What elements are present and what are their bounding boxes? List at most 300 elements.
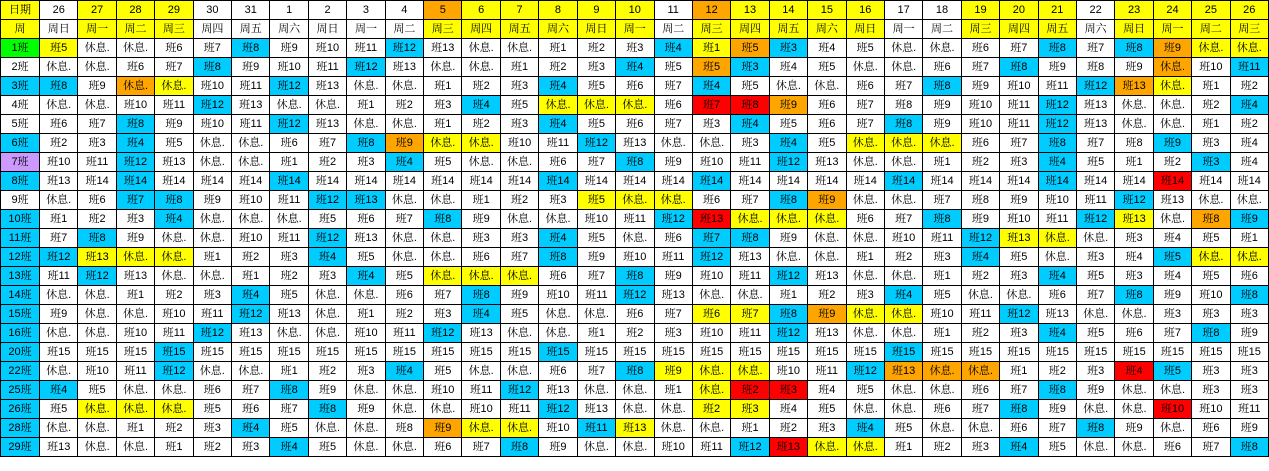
- shift-cell: 休息.: [385, 77, 423, 96]
- shift-cell: 班13: [616, 419, 654, 438]
- shift-cell: 休息.: [385, 248, 423, 267]
- date-header-cell: 6: [462, 1, 500, 20]
- shift-cell: 班10: [692, 153, 730, 172]
- shift-cell: 班1: [1115, 153, 1153, 172]
- shift-cell: 休息.: [78, 286, 116, 305]
- weekday-header-cell: 周一: [347, 20, 385, 39]
- shift-cell: 班6: [808, 96, 846, 115]
- table-row: [1, 400, 1269, 419]
- shift-cell: 休息.: [424, 267, 462, 286]
- weekday-header-cell: 周二: [1192, 20, 1230, 39]
- table-row: [1, 153, 1269, 172]
- date-header-cell: 24: [1153, 1, 1191, 20]
- week-header-label: 周: [1, 20, 40, 39]
- shift-cell: 休息.: [769, 210, 807, 229]
- shift-cell: 休息.: [462, 39, 500, 58]
- shift-cell: 班10: [78, 362, 116, 381]
- shift-cell: 班1: [654, 381, 692, 400]
- shift-cell: 班11: [1076, 191, 1114, 210]
- shift-cell: 班4: [961, 248, 999, 267]
- shift-cell: 休息.: [1115, 400, 1153, 419]
- shift-cell: 休息.: [692, 381, 730, 400]
- shift-cell: 班9: [155, 115, 193, 134]
- table-row: [1, 210, 1269, 229]
- team-label-cell: 7班: [1, 153, 40, 172]
- shift-cell: 班5: [577, 115, 615, 134]
- shift-cell: 班9: [961, 77, 999, 96]
- weekday-header-cell: 周三: [692, 20, 730, 39]
- shift-cell: 休息.: [78, 39, 116, 58]
- shift-cell: 班8: [1076, 58, 1114, 77]
- shift-cell: 班4: [308, 248, 346, 267]
- shift-cell: 班8: [923, 77, 961, 96]
- shift-cell: 班12: [1076, 77, 1114, 96]
- shift-cell: 班15: [40, 343, 78, 362]
- shift-cell: 班8: [923, 210, 961, 229]
- shift-cell: 班3: [1230, 362, 1268, 381]
- shift-cell: 班7: [1038, 419, 1076, 438]
- team-label-cell: 16班: [1, 324, 40, 343]
- shift-cell: 班4: [116, 134, 154, 153]
- shift-cell: 班1: [500, 58, 538, 77]
- shift-cell: 休息.: [270, 96, 308, 115]
- team-label-cell: 5班: [1, 115, 40, 134]
- shift-cell: 班11: [577, 419, 615, 438]
- shift-cell: 班11: [193, 305, 231, 324]
- shift-cell: 休息.: [347, 438, 385, 457]
- shift-cell: 班12: [769, 153, 807, 172]
- weekday-header-cell: 周日: [846, 20, 884, 39]
- shift-cell: 休息.: [1230, 39, 1268, 58]
- shift-cell: 休息.: [1115, 305, 1153, 324]
- shift-cell: 休息.: [923, 362, 961, 381]
- shift-cell: 班9: [462, 210, 500, 229]
- shift-cell: 班5: [500, 96, 538, 115]
- weekday-header-cell: 周四: [193, 20, 231, 39]
- date-header-cell: 1: [270, 1, 308, 20]
- shift-cell: 班5: [1076, 153, 1114, 172]
- shift-cell: 休息.: [155, 229, 193, 248]
- shift-cell: 班5: [270, 286, 308, 305]
- shift-cell: 班7: [654, 115, 692, 134]
- shift-cell: 班15: [500, 343, 538, 362]
- shift-cell: 班6: [923, 58, 961, 77]
- shift-cell: 班5: [654, 58, 692, 77]
- shift-cell: 班13: [1038, 305, 1076, 324]
- shift-cell: 班7: [731, 305, 769, 324]
- shift-cell: 班8: [731, 96, 769, 115]
- shift-cell: 班7: [308, 134, 346, 153]
- shift-cell: 休息.: [1153, 96, 1191, 115]
- shift-cell: 休息.: [116, 39, 154, 58]
- shift-cell: 休息.: [347, 286, 385, 305]
- shift-cell: 班12: [769, 267, 807, 286]
- shift-cell: 班4: [769, 400, 807, 419]
- shift-cell: 班9: [270, 39, 308, 58]
- shift-cell: 休息.: [462, 153, 500, 172]
- shift-cell: 班8: [462, 286, 500, 305]
- shift-cell: 班14: [78, 172, 116, 191]
- shift-cell: 班15: [116, 343, 154, 362]
- shift-cell: 班8: [884, 115, 922, 134]
- shift-cell: 班13: [308, 115, 346, 134]
- date-header-cell: 26: [40, 1, 78, 20]
- table-row: [1, 286, 1269, 305]
- shift-cell: 班8: [385, 419, 423, 438]
- shift-cell: 班7: [846, 96, 884, 115]
- shift-cell: 班12: [1000, 305, 1038, 324]
- table-row: [1, 134, 1269, 153]
- shift-cell: 班5: [1153, 248, 1191, 267]
- shift-cell: 班15: [347, 343, 385, 362]
- shift-cell: 班12: [116, 153, 154, 172]
- shift-cell: 休息.: [1076, 438, 1114, 457]
- shift-cell: 班11: [1230, 400, 1268, 419]
- team-label-cell: 26班: [1, 400, 40, 419]
- shift-cell: 班15: [961, 343, 999, 362]
- shift-cell: 休息.: [193, 153, 231, 172]
- shift-cell: 班1: [731, 419, 769, 438]
- weekday-header-cell: 周一: [1153, 20, 1191, 39]
- shift-cell: 班7: [78, 115, 116, 134]
- shift-cell: 班3: [193, 419, 231, 438]
- shift-cell: 班5: [1038, 438, 1076, 457]
- shift-cell: 班8: [616, 362, 654, 381]
- table-row: [1, 267, 1269, 286]
- date-header-cell: 13: [731, 1, 769, 20]
- shift-cell: 班5: [40, 39, 78, 58]
- shift-cell: 班14: [424, 172, 462, 191]
- table-row: [1, 438, 1269, 457]
- table-row: [1, 305, 1269, 324]
- weekday-header-cell: 周六: [808, 20, 846, 39]
- shift-cell: 班3: [1115, 267, 1153, 286]
- shift-cell: 班8: [500, 438, 538, 457]
- shift-cell: 班2: [884, 248, 922, 267]
- team-label-cell: 14班: [1, 286, 40, 305]
- shift-cell: 班4: [155, 210, 193, 229]
- shift-cell: 班13: [155, 153, 193, 172]
- shift-cell: 休息.: [347, 381, 385, 400]
- shift-cell: 休息.: [78, 438, 116, 457]
- shift-cell: 休息.: [692, 286, 730, 305]
- shift-cell: 班10: [40, 153, 78, 172]
- weekday-header-row: [1, 20, 1269, 39]
- shift-cell: 班1: [884, 438, 922, 457]
- shift-cell: 班2: [462, 77, 500, 96]
- shift-cell: 班11: [654, 248, 692, 267]
- shift-cell: 班5: [424, 362, 462, 381]
- shift-cell: 休息.: [1076, 400, 1114, 419]
- shift-cell: 班3: [1000, 153, 1038, 172]
- shift-cell: 班9: [193, 191, 231, 210]
- shift-cell: 休息.: [884, 400, 922, 419]
- shift-cell: 班6: [424, 438, 462, 457]
- shift-cell: 班3: [961, 438, 999, 457]
- shift-cell: 班8: [347, 134, 385, 153]
- shift-cell: 班6: [1192, 419, 1230, 438]
- shift-cell: 班11: [808, 362, 846, 381]
- shift-cell: 班6: [270, 134, 308, 153]
- shift-cell: 班12: [270, 115, 308, 134]
- shift-cell: 班3: [654, 324, 692, 343]
- shift-cell: 班4: [1038, 153, 1076, 172]
- shift-cell: 班8: [1000, 400, 1038, 419]
- shift-cell: 班1: [424, 77, 462, 96]
- shift-cell: 班9: [1230, 419, 1268, 438]
- shift-cell: 休息.: [78, 400, 116, 419]
- shift-cell: 班9: [1000, 191, 1038, 210]
- shift-cell: 班5: [1153, 362, 1191, 381]
- shift-cell: 班4: [539, 229, 577, 248]
- shift-cell: 班14: [155, 172, 193, 191]
- shift-cell: 休息.: [846, 58, 884, 77]
- shift-cell: 班3: [731, 134, 769, 153]
- shift-cell: 班14: [731, 172, 769, 191]
- weekday-header-cell: 周二: [923, 20, 961, 39]
- shift-cell: 班7: [500, 248, 538, 267]
- shift-cell: 班2: [769, 419, 807, 438]
- shift-cell: 班7: [385, 210, 423, 229]
- shift-cell: 班4: [1230, 153, 1268, 172]
- shift-cell: 班4: [40, 381, 78, 400]
- shift-cell: 班9: [1153, 134, 1191, 153]
- shift-cell: 休息.: [500, 419, 538, 438]
- shift-cell: 班11: [116, 362, 154, 381]
- shift-cell: 休息.: [1192, 248, 1230, 267]
- shift-cell: 班15: [654, 343, 692, 362]
- shift-cell: 班13: [424, 39, 462, 58]
- shift-cell: 班1: [577, 324, 615, 343]
- shift-cell: 班5: [1192, 229, 1230, 248]
- shift-cell: 班10: [155, 305, 193, 324]
- shift-cell: 班2: [155, 286, 193, 305]
- team-label-cell: 8班: [1, 172, 40, 191]
- shift-cell: 班10: [1153, 400, 1191, 419]
- shift-cell: 班15: [155, 343, 193, 362]
- shift-cell: 班14: [270, 172, 308, 191]
- shift-cell: 班2: [193, 438, 231, 457]
- shift-cell: 班5: [769, 115, 807, 134]
- shift-cell: 班14: [232, 172, 270, 191]
- shift-cell: 休息.: [1076, 229, 1114, 248]
- weekday-header-cell: 周五: [1038, 20, 1076, 39]
- shift-cell: 休息.: [78, 419, 116, 438]
- table-row: [1, 58, 1269, 77]
- shift-cell: 休息.: [654, 400, 692, 419]
- shift-cell: 休息.: [424, 191, 462, 210]
- shift-cell: 班5: [884, 419, 922, 438]
- table-row: [1, 191, 1269, 210]
- shift-cell: 班9: [1230, 210, 1268, 229]
- shift-cell: 班4: [731, 115, 769, 134]
- shift-cell: 班6: [1153, 438, 1191, 457]
- shift-cell: 班15: [385, 343, 423, 362]
- shift-cell: 休息.: [193, 134, 231, 153]
- shift-cell: 休息.: [846, 134, 884, 153]
- team-label-cell: 1班: [1, 39, 40, 58]
- weekday-header-cell: 周三: [1230, 20, 1268, 39]
- shift-cell: 休息.: [40, 58, 78, 77]
- shift-cell: 班14: [193, 172, 231, 191]
- shift-cell: 班7: [577, 153, 615, 172]
- shift-cell: 班6: [692, 191, 730, 210]
- shift-cell: 班2: [1038, 362, 1076, 381]
- shift-cell: 班8: [1038, 39, 1076, 58]
- shift-cell: 班7: [884, 210, 922, 229]
- shift-cell: 班10: [692, 324, 730, 343]
- shift-cell: 休息.: [308, 305, 346, 324]
- shift-cell: 休息.: [1153, 210, 1191, 229]
- shift-cell: 班5: [78, 381, 116, 400]
- shift-cell: 班11: [78, 153, 116, 172]
- shift-cell: 班12: [1038, 96, 1076, 115]
- shift-cell: 休息.: [462, 134, 500, 153]
- shift-cell: 班7: [654, 305, 692, 324]
- shift-cell: 班6: [1000, 419, 1038, 438]
- shift-cell: 班5: [424, 153, 462, 172]
- shift-cell: 班10: [1038, 191, 1076, 210]
- shift-cell: 班1: [116, 286, 154, 305]
- shift-cell: 班10: [1000, 210, 1038, 229]
- shift-cell: 休息.: [232, 362, 270, 381]
- date-header-cell: 29: [155, 1, 193, 20]
- shift-cell: 班1: [1230, 229, 1268, 248]
- shift-cell: 班3: [616, 39, 654, 58]
- shift-cell: 班4: [347, 267, 385, 286]
- shift-cell: 班7: [1153, 324, 1191, 343]
- shift-cell: 班12: [193, 324, 231, 343]
- shift-cell: 休息.: [40, 362, 78, 381]
- shift-cell: 班1: [155, 438, 193, 457]
- shift-cell: 班9: [654, 267, 692, 286]
- shift-cell: 班5: [193, 400, 231, 419]
- shift-cell: 休息.: [500, 153, 538, 172]
- shift-cell: 休息.: [155, 77, 193, 96]
- shift-cell: 班6: [1115, 324, 1153, 343]
- shift-cell: 班3: [1153, 305, 1191, 324]
- shift-cell: 班8: [1115, 134, 1153, 153]
- shift-cell: 休息.: [654, 191, 692, 210]
- shift-cell: 班10: [347, 324, 385, 343]
- weekday-header-cell: 周四: [731, 20, 769, 39]
- shift-cell: 班5: [731, 77, 769, 96]
- shift-cell: 班14: [616, 172, 654, 191]
- shift-cell: 班1: [923, 267, 961, 286]
- shift-cell: 班11: [731, 267, 769, 286]
- shift-cell: 休息.: [846, 191, 884, 210]
- shift-cell: 班6: [961, 381, 999, 400]
- shift-cell: 班15: [769, 343, 807, 362]
- shift-cell: 班12: [1076, 210, 1114, 229]
- shift-cell: 班7: [193, 39, 231, 58]
- shift-cell: 班3: [1115, 229, 1153, 248]
- shift-cell: 班3: [1192, 134, 1230, 153]
- shift-cell: 班3: [1076, 362, 1114, 381]
- shift-cell: 班15: [1076, 343, 1114, 362]
- weekday-header-cell: 周六: [539, 20, 577, 39]
- shift-cell: 休息.: [846, 324, 884, 343]
- weekday-header-cell: 周二: [116, 20, 154, 39]
- shift-cell: 班3: [1192, 305, 1230, 324]
- shift-cell: 休息.: [78, 58, 116, 77]
- shift-cell: 班5: [385, 267, 423, 286]
- shift-cell: 班15: [1230, 343, 1268, 362]
- shift-cell: 班14: [385, 172, 423, 191]
- date-header-cell: 14: [769, 1, 807, 20]
- shift-cell: 班12: [424, 324, 462, 343]
- shift-cell: 班13: [1153, 191, 1191, 210]
- shift-cell: 班7: [692, 96, 730, 115]
- team-label-cell: 3班: [1, 77, 40, 96]
- shift-cell: 休息.: [232, 153, 270, 172]
- shift-cell: 班6: [539, 267, 577, 286]
- shift-cell: 班12: [539, 400, 577, 419]
- shift-cell: 班4: [654, 39, 692, 58]
- shift-cell: 班11: [692, 438, 730, 457]
- shift-cell: 班13: [616, 134, 654, 153]
- shift-cell: 休息.: [923, 134, 961, 153]
- shift-cell: 班5: [308, 438, 346, 457]
- shift-cell: 班6: [654, 96, 692, 115]
- shift-cell: 班12: [577, 134, 615, 153]
- shift-cell: 班9: [1153, 39, 1191, 58]
- shift-cell: 休息.: [500, 324, 538, 343]
- shift-cell: 班6: [923, 400, 961, 419]
- shift-cell: 班3: [193, 286, 231, 305]
- shift-cell: 休息.: [1115, 438, 1153, 457]
- shift-cell: 班15: [424, 343, 462, 362]
- shift-cell: 休息.: [616, 400, 654, 419]
- shift-cell: 班5: [731, 39, 769, 58]
- shift-cell: 班1: [347, 96, 385, 115]
- shift-cell: 班11: [1038, 77, 1076, 96]
- shift-cell: 休息.: [884, 134, 922, 153]
- shift-cell: 班6: [116, 58, 154, 77]
- shift-cell: 休息.: [155, 248, 193, 267]
- shift-cell: 班7: [577, 267, 615, 286]
- shift-cell: 班10: [769, 362, 807, 381]
- shift-cell: 班15: [270, 343, 308, 362]
- shift-cell: 休息.: [1153, 58, 1191, 77]
- shift-cell: 班2: [78, 210, 116, 229]
- shift-cell: 班10: [193, 77, 231, 96]
- shift-cell: 休息.: [808, 229, 846, 248]
- shift-cell: 班12: [193, 96, 231, 115]
- shift-cell: 班7: [1000, 134, 1038, 153]
- shift-cell: 班8: [1115, 39, 1153, 58]
- shift-cell: 班3: [539, 191, 577, 210]
- shift-cell: 班11: [232, 115, 270, 134]
- shift-cell: 班3: [1192, 362, 1230, 381]
- shift-cell: 班14: [884, 172, 922, 191]
- shift-cell: 班13: [1115, 77, 1153, 96]
- team-label-cell: 25班: [1, 381, 40, 400]
- shift-cell: 班6: [347, 210, 385, 229]
- shift-cell: 休息.: [385, 115, 423, 134]
- shift-cell: 班5: [577, 191, 615, 210]
- shift-cell: 班10: [923, 305, 961, 324]
- shift-cell: 班12: [308, 229, 346, 248]
- shift-cell: 班9: [654, 362, 692, 381]
- shift-cell: 班4: [808, 381, 846, 400]
- shift-cell: 班5: [577, 77, 615, 96]
- shift-cell: 班3: [923, 248, 961, 267]
- shift-cell: 休息.: [808, 77, 846, 96]
- shift-cell: 休息.: [884, 39, 922, 58]
- shift-cell: 休息.: [1153, 77, 1191, 96]
- shift-cell: 休息.: [155, 381, 193, 400]
